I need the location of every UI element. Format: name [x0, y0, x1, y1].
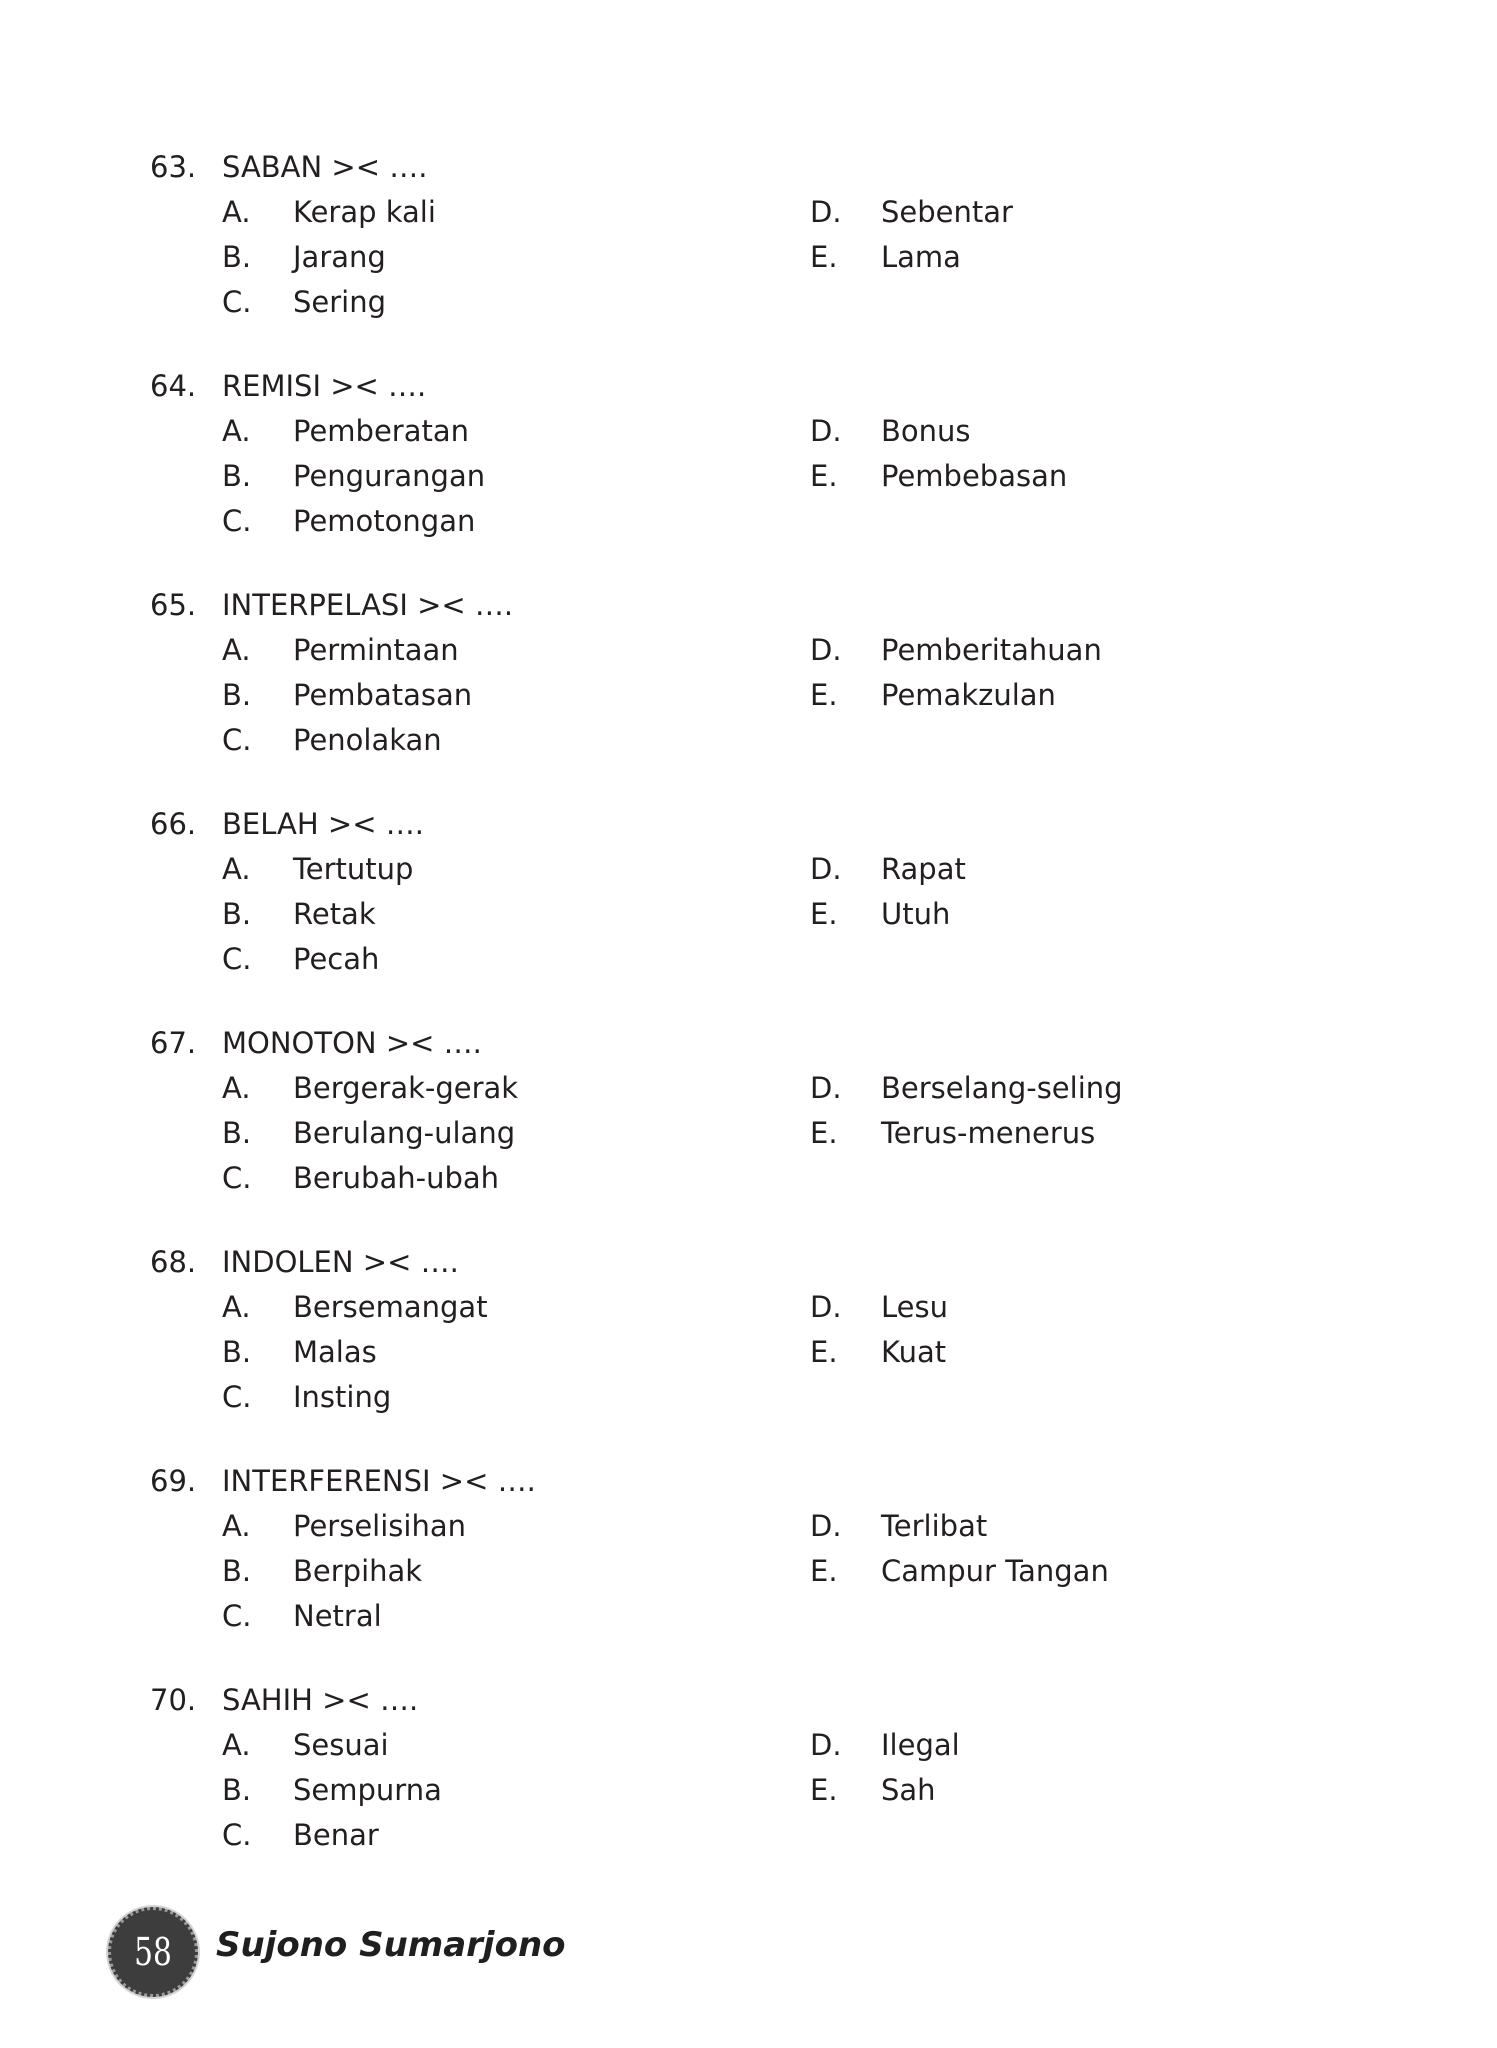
- option-text: Bonus: [881, 414, 971, 448]
- option-b: [222, 673, 782, 718]
- option-d: [810, 628, 1370, 673]
- option-text: Kuat: [881, 1335, 947, 1369]
- option-text: Berulang-ulang: [293, 1116, 516, 1150]
- option-b: [222, 454, 782, 499]
- option-text: Kerap kali: [293, 195, 436, 229]
- option-letter: E.: [810, 240, 838, 274]
- option-text: Netral: [293, 1599, 382, 1633]
- question-number: 63.: [150, 150, 197, 184]
- option-letter: B.: [222, 1116, 252, 1150]
- question-number: 69.: [150, 1464, 197, 1498]
- option-b: [222, 1549, 782, 1594]
- question-64: [0, 364, 1497, 583]
- option-text: Sesuai: [293, 1728, 389, 1762]
- option-text: Rapat: [881, 852, 966, 886]
- option-text: Pemotongan: [293, 504, 476, 538]
- option-text: Terus-menerus: [881, 1116, 1096, 1150]
- question-69: [0, 1459, 1497, 1678]
- option-text: Bergerak-gerak: [293, 1071, 519, 1105]
- option-d: [810, 1504, 1370, 1549]
- option-letter: B.: [222, 1335, 252, 1369]
- option-c: [222, 718, 782, 763]
- option-letter: E.: [810, 678, 838, 712]
- option-letter: E.: [810, 1554, 838, 1588]
- option-text: Berubah-ubah: [293, 1161, 500, 1195]
- option-text: Insting: [293, 1380, 392, 1414]
- question-66: [0, 802, 1497, 1021]
- option-text: Pecah: [293, 942, 380, 976]
- option-text: Terlibat: [881, 1509, 988, 1543]
- option-letter: A.: [222, 1071, 251, 1105]
- question-list: [0, 145, 1497, 1897]
- question-number: 66.: [150, 807, 197, 841]
- option-letter: C.: [222, 1380, 252, 1414]
- question-number: 68.: [150, 1245, 197, 1279]
- question-67: [0, 1021, 1497, 1240]
- option-c: [222, 1375, 782, 1420]
- option-text: Sah: [881, 1773, 936, 1807]
- option-letter: A.: [222, 195, 251, 229]
- option-letter: A.: [222, 1728, 251, 1762]
- option-letter: B.: [222, 678, 252, 712]
- option-letter: D.: [810, 1509, 842, 1543]
- option-letter: A.: [222, 852, 251, 886]
- option-text: Sering: [293, 285, 387, 319]
- option-text: Benar: [293, 1818, 379, 1852]
- page-footer: [108, 1907, 808, 1999]
- option-text: Sempurna: [293, 1773, 442, 1807]
- option-letter: D.: [810, 195, 842, 229]
- option-d: [810, 1066, 1370, 1111]
- option-text: Pembatasan: [293, 678, 473, 712]
- option-text: Berpihak: [293, 1554, 423, 1588]
- question-number: 64.: [150, 369, 197, 403]
- option-text: Jarang: [293, 240, 386, 274]
- question-70: [0, 1678, 1497, 1897]
- option-e: [810, 1768, 1370, 1813]
- option-text: Malas: [293, 1335, 377, 1369]
- question-68: [0, 1240, 1497, 1459]
- option-text: Pemakzulan: [881, 678, 1056, 712]
- option-letter: C.: [222, 942, 252, 976]
- option-letter: A.: [222, 633, 251, 667]
- option-a: [222, 1504, 782, 1549]
- question-stem: INTERFERENSI >< ….: [222, 1464, 536, 1498]
- option-letter: B.: [222, 240, 252, 274]
- option-b: [222, 1111, 782, 1156]
- option-letter: D.: [810, 1290, 842, 1324]
- option-letter: B.: [222, 1554, 252, 1588]
- question-number: 67.: [150, 1026, 197, 1060]
- option-text: Perselisihan: [293, 1509, 466, 1543]
- option-c: [222, 937, 782, 982]
- option-text: Retak: [293, 897, 376, 931]
- option-d: [810, 409, 1370, 454]
- option-b: [222, 892, 782, 937]
- option-a: [222, 1066, 782, 1111]
- option-letter: C.: [222, 1161, 252, 1195]
- option-letter: B.: [222, 897, 252, 931]
- option-b: [222, 1768, 782, 1813]
- question-number: 65.: [150, 588, 197, 622]
- option-d: [810, 1723, 1370, 1768]
- question-stem: INTERPELASI >< ….: [222, 588, 514, 622]
- option-text: Lesu: [881, 1290, 948, 1324]
- option-letter: D.: [810, 852, 842, 886]
- option-letter: B.: [222, 459, 252, 493]
- question-stem: INDOLEN >< ….: [222, 1245, 459, 1279]
- question-65: [0, 583, 1497, 802]
- option-letter: C.: [222, 285, 252, 319]
- option-e: [810, 1549, 1370, 1594]
- option-letter: E.: [810, 1773, 838, 1807]
- option-b: [222, 235, 782, 280]
- option-letter: E.: [810, 1335, 838, 1369]
- question-stem: REMISI >< ….: [222, 369, 427, 403]
- option-e: [810, 1111, 1370, 1156]
- option-e: [810, 673, 1370, 718]
- option-d: [810, 1285, 1370, 1330]
- option-c: [222, 1594, 782, 1639]
- option-c: [222, 1813, 782, 1858]
- option-text: Pemberatan: [293, 414, 470, 448]
- option-a: [222, 628, 782, 673]
- option-c: [222, 280, 782, 325]
- option-text: Bersemangat: [293, 1290, 488, 1324]
- option-d: [810, 190, 1370, 235]
- option-e: [810, 235, 1370, 280]
- question-stem: MONOTON >< ….: [222, 1026, 482, 1060]
- option-text: Lama: [881, 240, 961, 274]
- author-name: Sujono Sumarjono: [216, 1925, 566, 1965]
- option-d: [810, 847, 1370, 892]
- option-a: [222, 409, 782, 454]
- question-stem: BELAH >< ….: [222, 807, 424, 841]
- option-text: Campur Tangan: [881, 1554, 1109, 1588]
- option-letter: E.: [810, 459, 838, 493]
- option-e: [810, 892, 1370, 937]
- question-stem: SABAN >< ….: [222, 150, 428, 184]
- option-text: Tertutup: [293, 852, 414, 886]
- option-text: Pembebasan: [881, 459, 1068, 493]
- option-e: [810, 1330, 1370, 1375]
- option-a: [222, 847, 782, 892]
- question-stem: SAHIH >< ….: [222, 1683, 419, 1717]
- option-b: [222, 1330, 782, 1375]
- option-text: Penolakan: [293, 723, 442, 757]
- option-e: [810, 454, 1370, 499]
- option-a: [222, 190, 782, 235]
- option-text: Ilegal: [881, 1728, 960, 1762]
- option-letter: E.: [810, 897, 838, 931]
- option-text: Permintaan: [293, 633, 459, 667]
- option-letter: A.: [222, 414, 251, 448]
- option-text: Pemberitahuan: [881, 633, 1102, 667]
- option-c: [222, 499, 782, 544]
- page-number-badge: [108, 1907, 198, 1997]
- question-number: 70.: [150, 1683, 197, 1717]
- question-63: [0, 145, 1497, 364]
- option-c: [222, 1156, 782, 1201]
- option-text: Utuh: [881, 897, 951, 931]
- option-letter: D.: [810, 633, 842, 667]
- option-letter: C.: [222, 504, 252, 538]
- option-letter: C.: [222, 1599, 252, 1633]
- option-letter: C.: [222, 723, 252, 757]
- option-letter: B.: [222, 1773, 252, 1807]
- option-letter: E.: [810, 1116, 838, 1150]
- option-a: [222, 1723, 782, 1768]
- option-letter: D.: [810, 1728, 842, 1762]
- option-a: [222, 1285, 782, 1330]
- option-letter: D.: [810, 414, 842, 448]
- option-letter: C.: [222, 1818, 252, 1852]
- option-text: Sebentar: [881, 195, 1013, 229]
- option-letter: A.: [222, 1509, 251, 1543]
- page-number: 58: [134, 1930, 172, 1974]
- option-text: Berselang-seling: [881, 1071, 1123, 1105]
- option-letter: A.: [222, 1290, 251, 1324]
- option-letter: D.: [810, 1071, 842, 1105]
- option-text: Pengurangan: [293, 459, 486, 493]
